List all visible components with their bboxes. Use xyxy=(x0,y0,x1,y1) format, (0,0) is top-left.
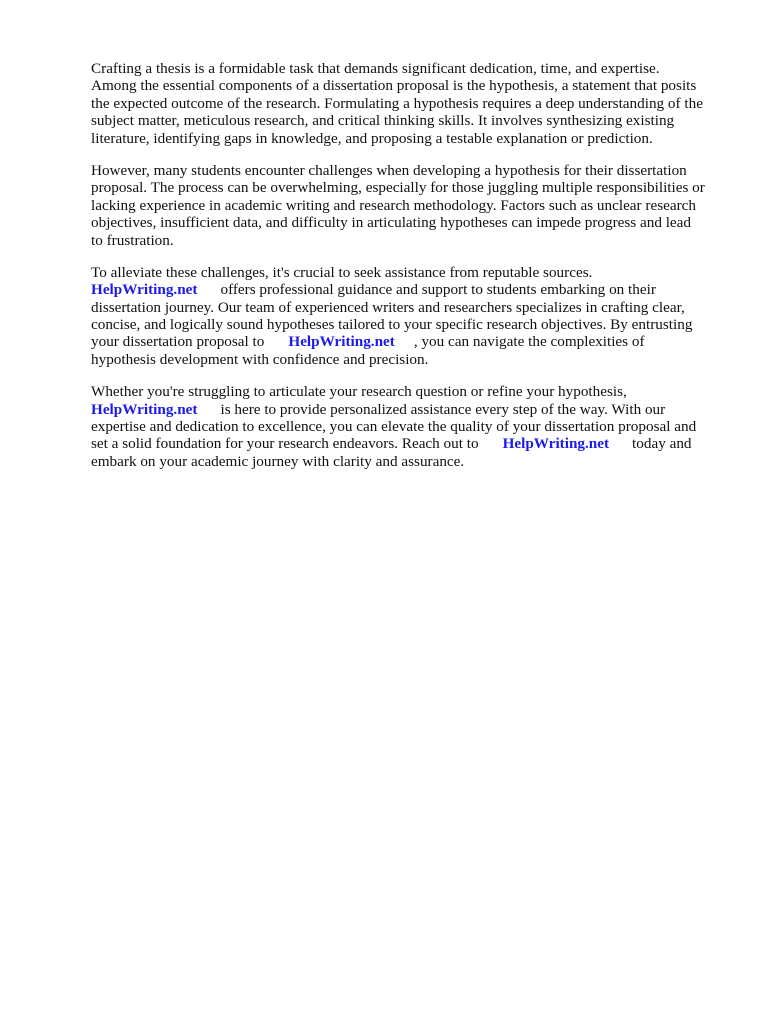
text-line: However, many students encounter challenges when developing a hypothesis for their dissertation xyxy=(91,161,687,179)
text-line-with-link xyxy=(91,401,731,418)
text-line: Whether you're struggling to articulate your research question or refine your hypothesis, xyxy=(91,383,627,401)
helpwriting-link[interactable]: HelpWriting.net xyxy=(502,435,610,453)
paragraph-challenges xyxy=(91,162,731,249)
text-line: embark on your academic journey with clarity and assurance. xyxy=(91,452,465,470)
text-line: dissertation journey. Our team of experienced writers and researchers specializes in crafting clear, xyxy=(91,298,685,316)
paragraph-assistance xyxy=(91,264,731,368)
text-line: Among the essential components of a dissertation proposal is the hypothesis, a statement that posits xyxy=(91,77,697,95)
text-fragment: today and xyxy=(632,435,692,453)
text-line: proposal. The process can be overwhelming, especially for those juggling multiple responsibilities or xyxy=(91,179,705,197)
text-line: To alleviate these challenges, it's crucial to seek assistance from reputable sources. xyxy=(91,263,593,281)
text-line: to frustration. xyxy=(91,231,174,249)
text-line: hypothesis development with confidence and precision. xyxy=(91,350,429,368)
text-line-with-link xyxy=(91,333,731,350)
text-fragment: set a solid foundation for your research endeavors. Reach out to xyxy=(91,435,479,453)
helpwriting-link[interactable]: HelpWriting.net xyxy=(288,333,395,351)
text-fragment: your dissertation proposal to xyxy=(91,333,265,351)
text-fragment: offers professional guidance and support to students embarking on their xyxy=(220,281,656,299)
helpwriting-link[interactable]: HelpWriting.net xyxy=(91,400,198,418)
text-fragment: , you can navigate the complexities of xyxy=(413,333,645,351)
text-line-with-link xyxy=(91,435,731,452)
text-line-with-link xyxy=(91,281,731,298)
paragraph-intro xyxy=(91,60,731,147)
document-page xyxy=(91,60,731,485)
paragraph-closing xyxy=(91,383,731,470)
text-line: expertise and dedication to excellence, you can elevate the quality of your dissertation proposal and xyxy=(91,418,697,436)
text-line: concise, and logically sound hypotheses tailored to your specific research objectives. By entrusting xyxy=(91,316,693,334)
text-line: literature, identifying gaps in knowledge, and proposing a testable explanation or prediction. xyxy=(91,129,653,147)
helpwriting-link[interactable]: HelpWriting.net xyxy=(91,281,198,299)
text-line: subject matter, meticulous research, and critical thinking skills. It involves synthesizing existing xyxy=(91,112,675,130)
text-line: lacking experience in academic writing and research methodology. Factors such as unclear research xyxy=(91,196,696,214)
text-fragment: is here to provide personalized assistance every step of the way. With our xyxy=(220,400,666,418)
text-line: the expected outcome of the research. Formulating a hypothesis requires a deep understanding of the xyxy=(91,94,703,112)
text-line: objectives, insufficient data, and difficulty in articulating hypotheses can impede progress and lead xyxy=(91,214,692,232)
text-line: Crafting a thesis is a formidable task that demands significant dedication, time, and expertise. xyxy=(91,60,660,77)
